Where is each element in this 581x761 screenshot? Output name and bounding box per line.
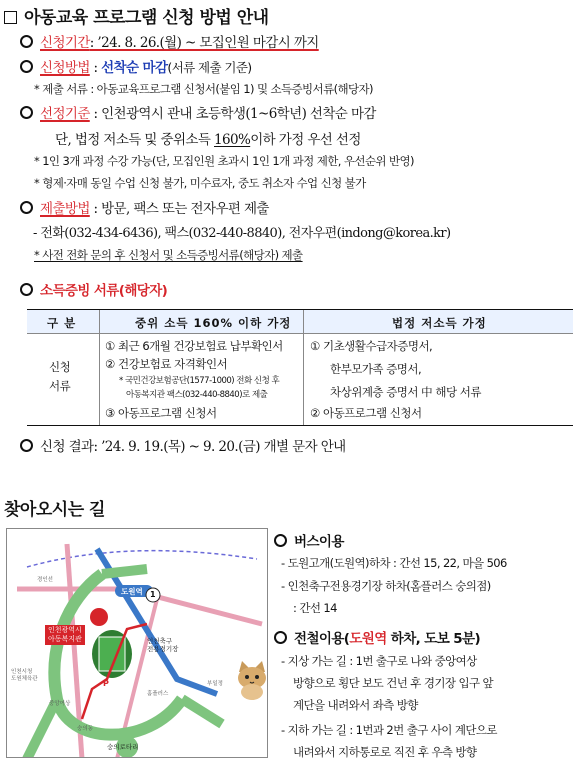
method-colon: :	[89, 60, 102, 76]
median-doc-note-1: * 국민건강보험공단(1577-1000) 전화 신청 후	[119, 376, 280, 386]
subway-ground-3: 계단을 내려와서 좌측 방향	[293, 698, 418, 712]
method-row	[20, 56, 252, 76]
subway-label-pre: 전철이용(	[294, 631, 350, 647]
map-label-stadium: 인천축구 전용경기장	[147, 637, 179, 653]
map-label-city-hall: 인천시청 도원체육관	[11, 669, 38, 682]
directions-heading: 찾아오시는 길	[4, 500, 105, 520]
income-heading-text: 소득증빙 서류(해당자)	[40, 283, 168, 299]
median-doc-3: ③ 아동프로그램 신청서	[105, 406, 217, 420]
criteria-line2	[55, 128, 361, 148]
map-label-school: 중앙여상	[49, 701, 71, 707]
submit-label: 제출방법	[40, 201, 90, 217]
low-income-doc-3: 차상위계층 증명서 中 해당 서류	[330, 385, 481, 399]
map-label-homeplus: 홈플러스	[147, 691, 169, 697]
subway-label-post: 하차, 도보 5분)	[386, 631, 481, 647]
circle-bullet-icon	[20, 60, 33, 73]
method-note: * 제출 서류 : 아동교육프로그램 신청서(붙임 1) 및 소득증빙서류(해당자)	[34, 82, 373, 96]
row-header-line2: 서류	[49, 379, 71, 393]
criteria-text2-underline: 160%	[214, 132, 251, 148]
criteria-text2-post: 이하 가정 우선 선정	[250, 132, 361, 148]
low-income-doc-2: 한부모가족 증명서,	[330, 362, 422, 376]
low-income-doc-1: ① 기초생활수급자증명서,	[310, 339, 433, 353]
subway-station: 도원역	[349, 631, 387, 647]
method-label: 신청방법	[40, 60, 90, 76]
page-title	[4, 3, 269, 28]
circle-bullet-icon	[20, 35, 33, 48]
criteria-text1: : 인천광역시 관내 초등학생(1~6학년) 선착순 마감	[89, 106, 376, 122]
row-header-line1: 신청	[49, 360, 71, 374]
circle-bullet-icon	[20, 439, 33, 452]
submit-note: * 사전 전화 문의 후 신청서 및 소득증빙서류(해당자) 제출	[34, 248, 303, 262]
subway-ground-1: - 지상 가는 길 : 1번 출구로 나와 중앙여상	[281, 654, 477, 668]
submit-text: : 방문, 팩스 또는 전자우편 제출	[89, 201, 269, 217]
subway-under-2: 내려와서 지하통로로 직진 후 우측 방향	[293, 745, 477, 759]
income-docs-table	[27, 309, 573, 426]
submit-row	[20, 197, 269, 217]
bus-line2: - 인천축구전용경기장 하차(홈플러스 숭의점)	[281, 579, 491, 593]
criteria-label: 선정기준	[40, 106, 90, 122]
col-header-median: 중위 소득 160% 이하 가정	[135, 316, 292, 330]
map-label-gyeongin: 경인선	[37, 577, 53, 583]
result-text: 신청 결과: ’24. 9. 19.(목) ~ 9. 20.(금) 개별 문자 안내	[40, 439, 346, 455]
circle-bullet-icon	[274, 534, 287, 547]
period-row	[20, 31, 319, 51]
method-highlight: 선착순 마감	[101, 60, 168, 76]
map-label-rotary: 숭의로타리	[107, 743, 139, 751]
cat-illustration	[233, 658, 271, 700]
bus-line3: : 간선 14	[293, 601, 337, 615]
median-doc-1: ① 최근 6개월 건강보험료 납부확인서	[105, 339, 283, 353]
location-map	[6, 528, 268, 758]
col-header-category: 구 분	[47, 316, 77, 330]
criteria-note2: * 형제·자매 동일 수업 신청 불가, 미수료자, 중도 취소자 수업 신청 불가	[34, 176, 366, 190]
submit-contacts: - 전화(032-434-6436), 팩스(032-440-8840), 전자우편(indong@korea.kr)	[33, 226, 451, 241]
criteria-note1: * 1인 3개 과정 수강 가능(단, 모집인원 초과시 1인 1개 과정 제한, 우선순위 반영)	[34, 154, 414, 168]
bus-heading	[274, 530, 344, 550]
median-doc-note-2: 아동복지관 팩스(032-440-8840)로 제출	[126, 390, 268, 400]
circle-bullet-icon	[274, 631, 287, 644]
map-label-welfare: 인천광역시 아동복지관	[45, 625, 85, 645]
col-header-low-income: 법정 저소득 가정	[392, 316, 487, 330]
bus-label: 버스이용	[294, 534, 344, 550]
income-heading	[20, 279, 167, 299]
map-label-exit: 1	[150, 590, 156, 599]
subway-under-1: - 지하 가는 길 : 1번과 2번 출구 사이 계단으로	[281, 723, 497, 737]
criteria-text2-pre: 단, 법정 저소득 및 중위소득	[55, 132, 214, 148]
circle-bullet-icon	[20, 283, 33, 296]
low-income-doc-4: ② 아동프로그램 신청서	[310, 406, 422, 420]
map-label-builjeong: 부일정	[207, 681, 223, 687]
circle-bullet-icon	[20, 106, 33, 119]
map-label-parking: P	[103, 679, 109, 688]
subway-ground-2: 방향으로 횡단 보도 건넌 후 경기장 입구 앞	[293, 676, 494, 690]
circle-bullet-icon	[20, 201, 33, 214]
checkbox-icon	[4, 11, 17, 24]
map-label-sungui: 숭의동	[77, 726, 93, 732]
period-value: : ’24. 8. 26.(월) ~ 모집인원 마감시 까지	[89, 35, 319, 51]
method-rest: (서류 제출 기준)	[167, 60, 252, 75]
subway-heading	[274, 627, 480, 647]
criteria-row	[20, 102, 376, 122]
result-row	[20, 435, 346, 455]
median-doc-2: ② 건강보험료 자격확인서	[105, 357, 228, 371]
title-text: 아동교육 프로그램 신청 방법 안내	[24, 8, 269, 28]
map-label-station: 도원역	[121, 587, 143, 596]
period-label: 신청기간	[40, 35, 90, 51]
bus-line1: - 도원고개(도원역)하차 : 간선 15, 22, 마을 506	[281, 556, 507, 570]
table-header-row	[27, 310, 573, 334]
